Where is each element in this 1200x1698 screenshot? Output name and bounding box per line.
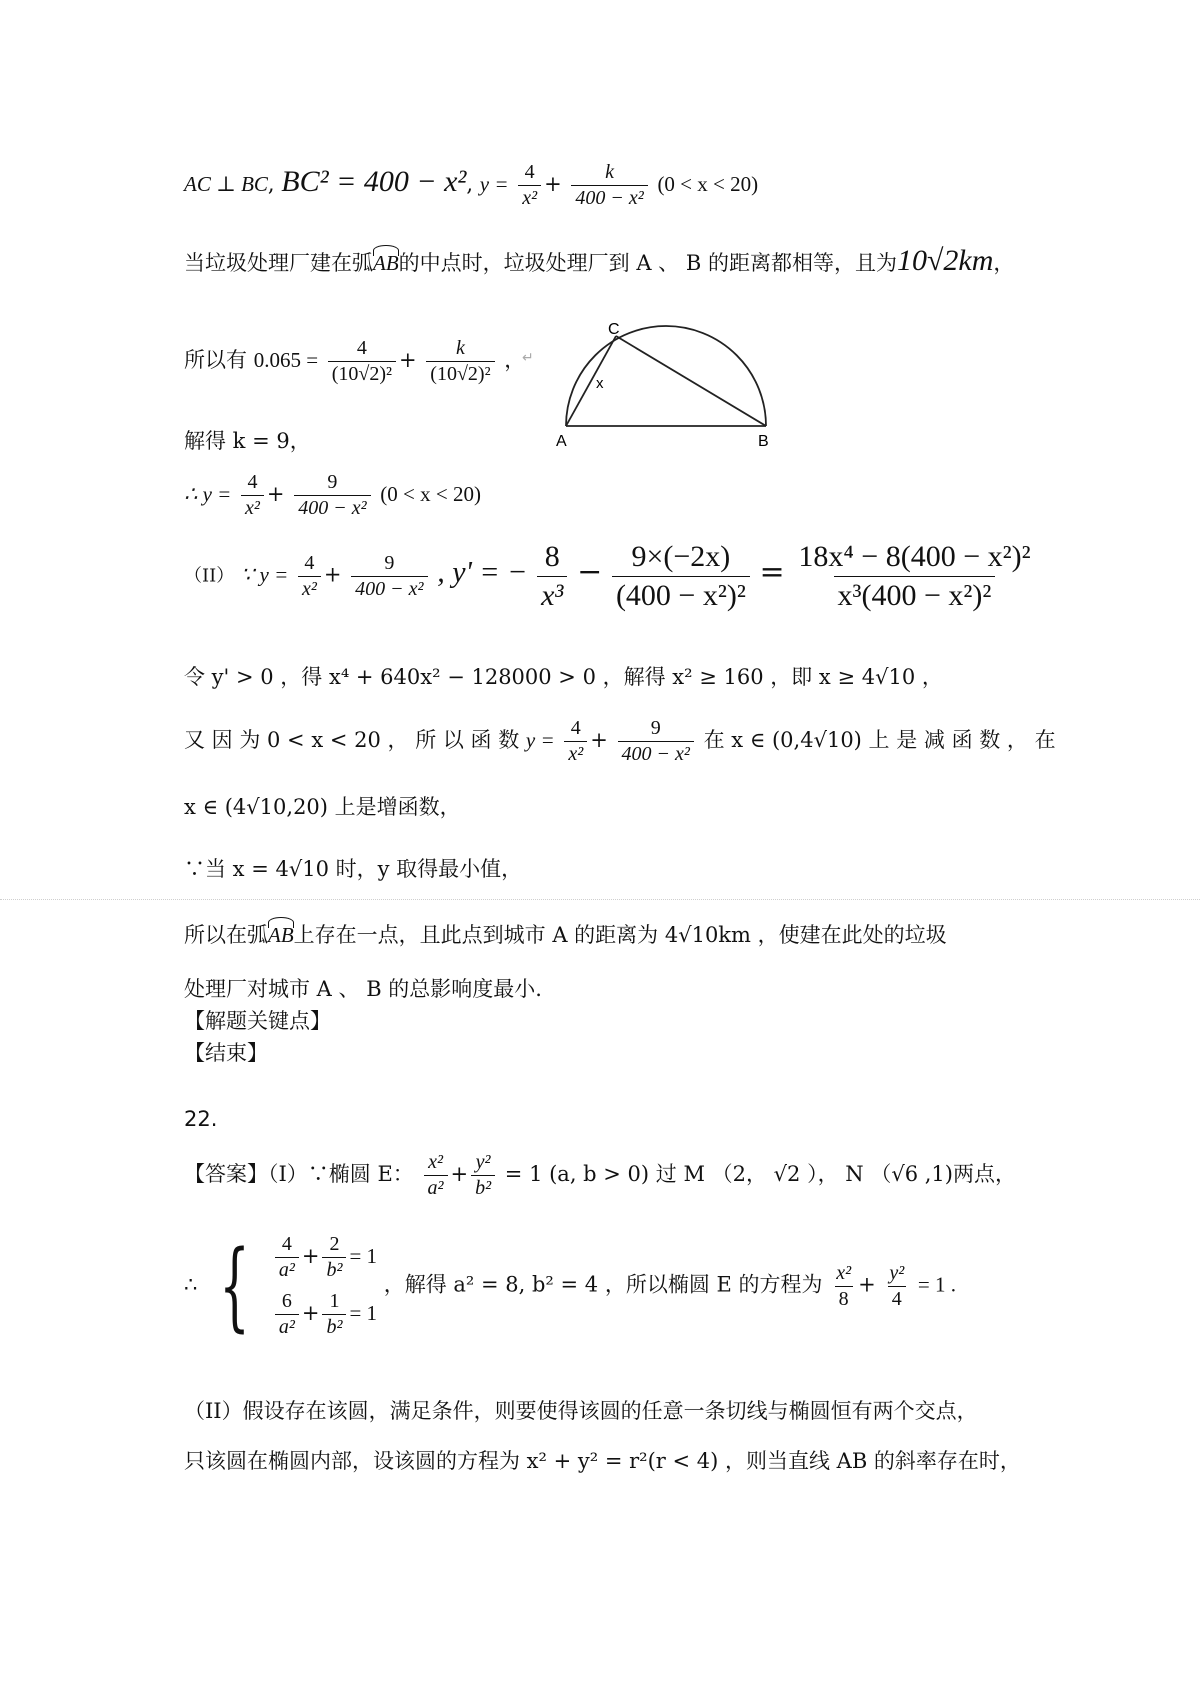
text: = 1 (a, b > 0) 过 M （2， √2 ）， N （√6 ,1)两点， — [504, 1162, 1016, 1186]
fraction: $\frac{9}{\text{400 − x²}}$ — [618, 716, 694, 767]
minus: − — [577, 554, 603, 590]
text: x ∈ (4√10,20) 上是增函数， — [184, 795, 461, 819]
text: 又 因 为 0 < x < 20 ， 所 以 函 数 — [184, 728, 520, 752]
line-13 — [184, 1008, 331, 1034]
fraction: $\frac{1}{\text{b²}}$ — [322, 1289, 346, 1340]
fraction: $\frac{k}{\text{(10√2)²}}$ — [426, 336, 494, 387]
line-16 — [184, 1150, 1016, 1201]
page-divider — [0, 899, 1200, 900]
line-18 — [184, 1398, 978, 1424]
fraction: $\frac{8}{\text{x³}}$ — [537, 538, 567, 614]
section-heading: 【解题关键点】 — [184, 1009, 331, 1033]
text: 所以有 — [184, 348, 247, 372]
text: ， — [993, 251, 1015, 275]
fraction: $\frac{9}{\text{400 − x²}}$ — [351, 551, 427, 602]
text: 上存在一点，且此点到城市 A 的距离为 4√10km ，使建在此处的垃圾 — [293, 923, 947, 947]
line-1: AC ⊥ BC, BC² = 400 − x², y = $\frac{4}{\text{x²}}$ + $\frac{k}{\text{400 − x²}}$ (0 < x < 20) — [184, 161, 759, 209]
rhs: = 1 — [349, 1244, 378, 1268]
fraction: $\frac{\text{x²}}{\text{a²}}$ — [424, 1150, 448, 1201]
fraction: $\frac{4}{\text{(10√2)²}}$ — [328, 336, 396, 387]
fraction: $\frac{2}{\text{b²}}$ — [322, 1232, 346, 1283]
text: 令 y' > 0 ，得 x⁴ + 640x² − 128000 > 0 ，解得 x² ≥ 160 ，即 x ≥ 4√10 ， — [184, 665, 943, 689]
line-15 — [184, 1106, 217, 1132]
text: （II）假设存在该圆，满足条件，则要使得该圆的任意一条切线与椭圆恒有两个交点， — [184, 1399, 978, 1423]
line-ac — [566, 336, 616, 426]
part-label: （II） — [184, 565, 235, 587]
arc-ab: AB — [268, 923, 294, 947]
fraction: $\frac{\text{y²}}{\text{b²}}$ — [471, 1150, 495, 1201]
text: 在 x ∈ (0,4√10) 上 是 减 函 数 ， 在 — [703, 728, 1056, 752]
y-equals: y = — [479, 172, 509, 196]
line-10 — [184, 856, 522, 882]
fraction: $\frac{4}{\text{x²}}$ — [518, 160, 541, 211]
line-cb — [616, 336, 766, 426]
label-c: C — [608, 321, 620, 338]
domain: (0 < x < 20) — [657, 172, 759, 196]
equation-system — [272, 1232, 377, 1340]
equals: = — [759, 554, 785, 590]
equation: 0.065 = — [253, 348, 319, 372]
distance: 10√2km — [896, 244, 994, 277]
brace: { — [219, 1230, 250, 1342]
rhs: = 1 . — [917, 1272, 957, 1297]
text: 【答案】（I）∵椭圆 E： — [184, 1162, 414, 1186]
text: 当垃圾处理厂建在弧 — [184, 251, 373, 275]
fraction: $\frac{4}{\text{a²}}$ — [275, 1232, 299, 1283]
line-7 — [184, 664, 943, 690]
fraction: $\frac{4}{\text{x²}}$ — [298, 551, 321, 602]
therefore: ∴ — [184, 1272, 198, 1297]
system-row: $\frac{6}{\text{a²}}$ + $\frac{1}{\text{b²}}$ = 1 — [272, 1289, 377, 1340]
line-12 — [184, 976, 542, 1002]
line-11 — [184, 922, 947, 948]
text: 处理厂对城市 A 、 B 的总影响度最小. — [184, 977, 542, 1001]
line-14 — [184, 1040, 268, 1066]
line-19 — [184, 1448, 1021, 1474]
line-9 — [184, 794, 461, 820]
text: 解得 k = 9， — [184, 429, 311, 453]
system-row: $\frac{4}{\text{a²}}$ + $\frac{2}{\text{b²}}$ = 1 — [272, 1232, 377, 1283]
fraction: $\frac{\text{18x⁴ − 8(400 − x²)²}}{\text{x³(400 − x²)²}}$ — [794, 538, 1034, 614]
therefore-y: ∴ y = — [184, 482, 232, 506]
text: ∵当 x = 4√10 时，y 取得最小值， — [184, 857, 523, 881]
line-8: 又 因 为 0 < x < 20 ， 所 以 函 数 y = $\frac{4}{\text{x²}}$ + $\frac{9}{\text{400 − x²}}$ 在 x ∈ (0,4√10) 上 是 减 函 数 ， 在 — [184, 717, 1056, 765]
arc-ab: AB — [373, 251, 399, 275]
fraction: $\frac{4}{\text{x²}}$ — [241, 470, 264, 521]
rhs: = 1 — [349, 1301, 378, 1325]
label-a: A — [556, 433, 567, 450]
fraction: $\frac{9}{\text{400 − x²}}$ — [294, 470, 370, 521]
line-3: 所以有 0.065 = $\frac{4}{\text{(10√2)²}}$ + $\frac{k}{\text{(10√2)²}}$ ， — [184, 337, 526, 385]
fraction: $\frac{\text{y²}}{4}$ — [889, 1261, 905, 1310]
text: ， — [504, 348, 526, 372]
bc-squared: BC² = 400 − x² — [281, 165, 467, 198]
domain: (0 < x < 20) — [380, 482, 481, 506]
section-heading: 【结束】 — [184, 1041, 268, 1065]
y-equals: y = — [525, 728, 555, 752]
plus: + — [450, 1162, 469, 1186]
text: 只该圆在椭圆内部，设该圆的方程为 x² + y² = r²(r < 4) ，则当直线 AB 的斜率存在时， — [184, 1449, 1021, 1473]
text: ，解得 a² = 8, b² = 4 ，所以椭圆 E 的方程为 — [383, 1272, 823, 1297]
line-4 — [184, 428, 311, 454]
derivative: , y' = − — [437, 555, 528, 589]
semicircle-figure — [522, 321, 792, 452]
label-x: x — [596, 375, 604, 392]
line-6: （II） ∵ y = $\frac{4}{\text{x²}}$ + $\frac{9}{\text{400 − x²}}$ , y' = − $\frac{8}{\text{x³}}$ − $\frac{9\times(-2x)}{\text{(400 − x²)²}}$ = $\frac{\text{18x⁴ − 8(400 − x²)²}}{\text{x³(400 − x²)²}}$ — [184, 538, 1038, 614]
line-5: ∴ y = $\frac{4}{\text{x²}}$ + $\frac{9}{\text{400 − x²}}$ (0 < x < 20) — [184, 471, 481, 519]
label-b: B — [758, 433, 769, 450]
question-number: 22. — [184, 1107, 218, 1131]
line-2 — [184, 242, 1014, 280]
fraction: $\frac{6}{\text{a²}}$ — [275, 1289, 299, 1340]
fraction: $\frac{\text{x²}}{8}$ — [836, 1261, 852, 1310]
perp-statement: AC ⊥ BC — [184, 172, 268, 196]
line-17: ∴ { $\frac{4}{\text{a²}}$ + $\frac{2}{\text{b²}}$ = 1 $\frac{6}{\text{a²}}$ + $\frac{1}{\text{b²}}$ = 1 ，解得 a² = 8, b² = 4 ，所以椭圆 E 的方程为 $\frac{\text{x²}}{8}$ + $\frac{\text{y²}}{4}$ = 1 . — [184, 1230, 957, 1342]
text: 的中点时，垃圾处理厂到 A 、 B 的距离都相等，且为 — [398, 251, 897, 275]
fraction: $\frac{9\times(-2x)}{\text{(400 − x²)²}}$ — [612, 538, 750, 614]
fraction: $\frac{k}{\text{400 − x²}}$ — [571, 160, 647, 211]
since-y: ∵ y = — [240, 562, 289, 587]
return-mark: ↵ — [522, 349, 534, 365]
fraction: $\frac{4}{\text{x²}}$ — [564, 716, 587, 767]
text: 所以在弧 — [184, 923, 268, 947]
